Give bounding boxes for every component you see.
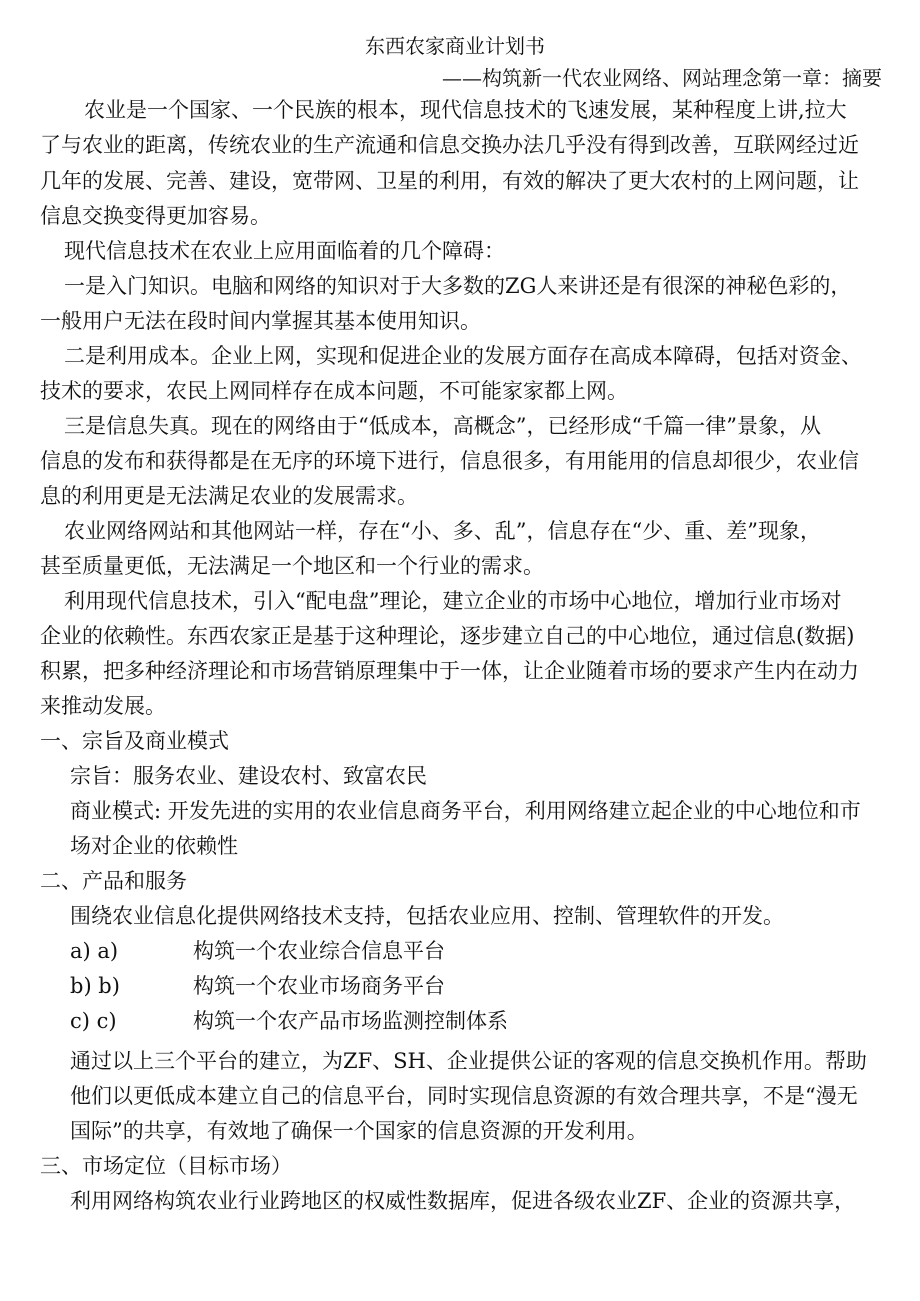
list-item-text: 构筑一个农产品市场监测控制体系 xyxy=(193,1009,508,1033)
list-marker: c) c) xyxy=(70,1009,117,1033)
list-item-text: 构筑一个农业综合信息平台 xyxy=(193,939,445,963)
list-item xyxy=(0,1006,920,1036)
document-subtitle: ——构筑新一代农业网络、网站理念第一章：摘要 xyxy=(442,66,882,90)
paragraph-line: 来推动发展。 xyxy=(40,694,166,718)
paragraph-line: 息的利用更是无法满足农业的发展需求。 xyxy=(40,484,418,508)
paragraph-line: 三是信息失真。现在的网络由于“低成本，高概念”，已经形成“千篇一律”景象，从 xyxy=(64,414,821,438)
paragraph-line: 一般用户无法在段时间内掌握其基本使用知识。 xyxy=(40,309,481,333)
paragraph-line: 国际”的共享，有效地了确保一个国家的信息资源的开发利用。 xyxy=(70,1119,648,1143)
paragraph-line: 场对企业的依赖性 xyxy=(70,834,238,858)
paragraph-line: 现代信息技术在农业上应用面临着的几个障碍： xyxy=(64,239,505,263)
paragraph-line: 商业模式: 开发先进的实用的农业信息商务平台，利用网络建立起企业的中心地位和市 xyxy=(70,799,861,823)
section-heading: 一、宗旨及商业模式 xyxy=(40,729,229,753)
list-marker: a) a) xyxy=(70,939,119,963)
document-title: 东西农家商业计划书 xyxy=(365,34,545,58)
paragraph-line: 了与农业的距离，传统农业的生产流通和信息交换办法几乎没有得到改善，互联网经过近 xyxy=(40,133,859,157)
section-heading: 二、产品和服务 xyxy=(40,869,187,893)
paragraph-line: 企业的依赖性。东西农家正是基于这种理论，逐步建立自己的中心地位，通过信息(数据) xyxy=(40,624,855,648)
paragraph-line: 通过以上三个平台的建立，为ZF、SH、企业提供公证的客观的信息交换机作用。帮助 xyxy=(70,1049,867,1073)
paragraph-line: 技术的要求，农民上网同样存在成本问题，不可能家家都上网。 xyxy=(40,379,628,403)
section-heading: 三、市场定位（目标市场） xyxy=(40,1154,292,1178)
list-marker: b) b) xyxy=(70,974,120,998)
paragraph-line: 宗旨：服务农业、建设农村、致富农民 xyxy=(70,764,427,788)
paragraph-line: 积累，把多种经济理论和市场营销原理集中于一体，让企业随着市场的要求产生内在动力 xyxy=(40,659,859,683)
paragraph-line: 甚至质量更低，无法满足一个地区和一个行业的需求。 xyxy=(40,554,544,578)
paragraph-line: 二是利用成本。企业上网，实现和促进企业的发展方面存在高成本障碍，包括对资金、 xyxy=(64,344,862,368)
list-item xyxy=(0,971,920,1001)
paragraph-line: 信息的发布和获得都是在无序的环境下进行，信息很多，有用能用的信息却很少，农业信 xyxy=(40,449,859,473)
paragraph-line: 农业是一个国家、一个民族的根本，现代信息技术的飞速发展，某种程度上讲,拉大 xyxy=(84,98,847,122)
paragraph-line: 几年的发展、完善、建设，宽带网、卫星的利用，有效的解决了更大农村的上网问题，让 xyxy=(40,169,859,193)
paragraph-line: 一是入门知识。电脑和网络的知识对于大多数的ZG人来讲还是有很深的神秘色彩的， xyxy=(64,274,852,298)
paragraph-line: 利用网络构筑农业行业跨地区的权威性数据库，促进各级农业ZF、企业的资源共享， xyxy=(70,1189,856,1213)
paragraph-line: 农业网络网站和其他网站一样，存在“小、多、乱”，信息存在“少、重、差”现象， xyxy=(64,519,821,543)
paragraph-line: 信息交换变得更加容易。 xyxy=(40,204,271,228)
list-item xyxy=(0,936,920,966)
paragraph-line: 他们以更低成本建立自己的信息平台，同时实现信息资源的有效合理共享，不是“漫无 xyxy=(70,1084,858,1108)
list-item-text: 构筑一个农业市场商务平台 xyxy=(193,974,445,998)
paragraph-line: 利用现代信息技术，引入“配电盘”理论，建立企业的市场中心地位，增加行业市场对 xyxy=(64,589,842,613)
paragraph-line: 围绕农业信息化提供网络技术支持，包括农业应用、控制、管理软件的开发。 xyxy=(70,904,784,928)
